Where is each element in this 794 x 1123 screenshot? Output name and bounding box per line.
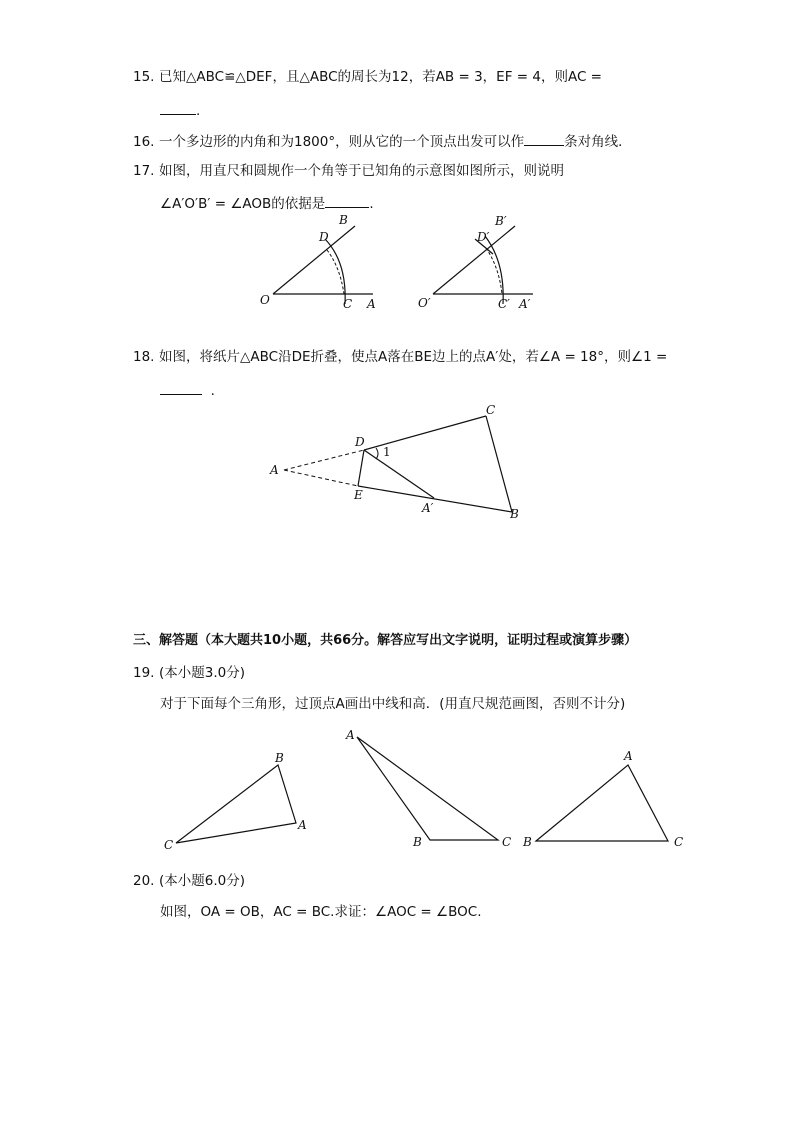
- q17-line1: [133, 162, 564, 180]
- label-C: C: [164, 838, 174, 852]
- label-A: A: [346, 728, 355, 742]
- label-1: 1: [383, 445, 391, 459]
- q19-triangle-2: [340, 722, 520, 857]
- label-B: B: [413, 835, 422, 849]
- q18-side-cb: [486, 416, 512, 512]
- q18-answer-blank[interactable]: [160, 380, 202, 395]
- q17-figure-right: [413, 212, 543, 312]
- label-D: D: [319, 230, 329, 244]
- q18-line2: [160, 380, 215, 400]
- q17-number: 17.: [133, 163, 155, 179]
- q16-text-before: 一个多边形的内角和为1800°，则从它的一个顶点出发可以作: [159, 134, 525, 150]
- q18-line1: [133, 348, 667, 366]
- label-E: E: [354, 488, 363, 502]
- q18-dashed-ad: [284, 450, 364, 470]
- q16-line: [133, 131, 632, 151]
- q18-angle-1-mark: [376, 448, 378, 459]
- q17-tail: .: [369, 196, 374, 212]
- label-B: B: [523, 835, 532, 849]
- q15-number: 15.: [133, 69, 155, 85]
- q16-text-after: 条对角线．: [564, 134, 632, 150]
- q19-score: (本小题3.0分): [159, 665, 246, 681]
- q19-number: 19.: [133, 665, 155, 681]
- q18-figure: [262, 402, 532, 527]
- q15-answer-blank[interactable]: [160, 100, 196, 115]
- q17-line2: [160, 193, 374, 213]
- label-A: A: [270, 463, 279, 477]
- q15-line2: [160, 100, 200, 120]
- q20-number: 20.: [133, 873, 155, 889]
- q19-triangle-1: [158, 745, 318, 855]
- q17-chord-right: [486, 248, 502, 294]
- label-A-prime: A′: [422, 501, 434, 515]
- q18-fold-da1: [364, 450, 434, 498]
- label-A: A: [298, 818, 307, 832]
- label-A: A: [367, 297, 376, 311]
- label-B: B: [275, 751, 284, 765]
- label-A: A: [624, 749, 633, 763]
- q15-text: 已知△ABC≌△DEF，且△ABC的周长为12，若AB = 3，EF = 4，则AC =: [159, 69, 602, 85]
- label-O-prime: O′: [418, 296, 431, 310]
- label-B: B: [339, 213, 348, 227]
- label-D-prime: D′: [477, 230, 490, 244]
- q17-text-line2: ∠A′O′B′ = ∠AOB的依据是: [160, 196, 326, 212]
- label-B-prime: B′: [495, 214, 507, 228]
- label-C: C: [486, 403, 496, 417]
- q18-side-eb: [358, 486, 512, 512]
- label-C: C: [674, 835, 684, 849]
- q20-text-line: 如图，OA = OB，AC = BC.求证：∠AOC = ∠BOC.: [160, 904, 482, 920]
- q15-line1: [133, 68, 602, 86]
- label-C-prime: C′: [498, 297, 510, 311]
- q19-text-line: 对于下面每个三角形，过顶点A画出中线和高．(用直尺规范画图，否则不计分): [160, 696, 626, 712]
- triangle-1-outline: [176, 765, 296, 843]
- q18-text: 如图，将纸片△ABC沿DE折叠，使点A落在BE边上的点A′处，若∠A = 18°，则∠1 =: [159, 349, 668, 365]
- triangle-3-outline: [536, 765, 668, 841]
- q17-chord-dc: [327, 250, 344, 294]
- q15-tail: .: [196, 103, 201, 119]
- label-B: B: [510, 507, 519, 521]
- q17-figure-left: [255, 212, 385, 312]
- q18-tail: .: [210, 383, 215, 399]
- q17-ray-ob: [273, 226, 355, 294]
- q19-triangle-3: [518, 745, 693, 857]
- q19-header: [133, 664, 245, 682]
- section-heading: 三、解答题（本大题共10小题，共66分。解答应写出文字说明，证明过程或演算步骤）: [133, 633, 638, 648]
- label-A-prime: A′: [519, 297, 531, 311]
- q16-answer-blank[interactable]: [524, 131, 564, 146]
- q20-score: (本小题6.0分): [159, 873, 246, 889]
- q16-number: 16.: [133, 134, 155, 150]
- label-C: C: [502, 835, 512, 849]
- q17-text: 如图，用直尺和圆规作一个角等于已知角的示意图如图所示，则说明: [159, 163, 564, 179]
- q18-fold-de: [358, 450, 364, 486]
- q18-number: 18.: [133, 349, 155, 365]
- q17-answer-blank[interactable]: [325, 193, 369, 208]
- q18-dashed-ae: [284, 470, 358, 486]
- triangle-2-outline: [357, 737, 498, 840]
- label-O: O: [260, 293, 270, 307]
- label-D: D: [355, 435, 365, 449]
- label-C: C: [343, 297, 353, 311]
- q20-header: [133, 872, 245, 890]
